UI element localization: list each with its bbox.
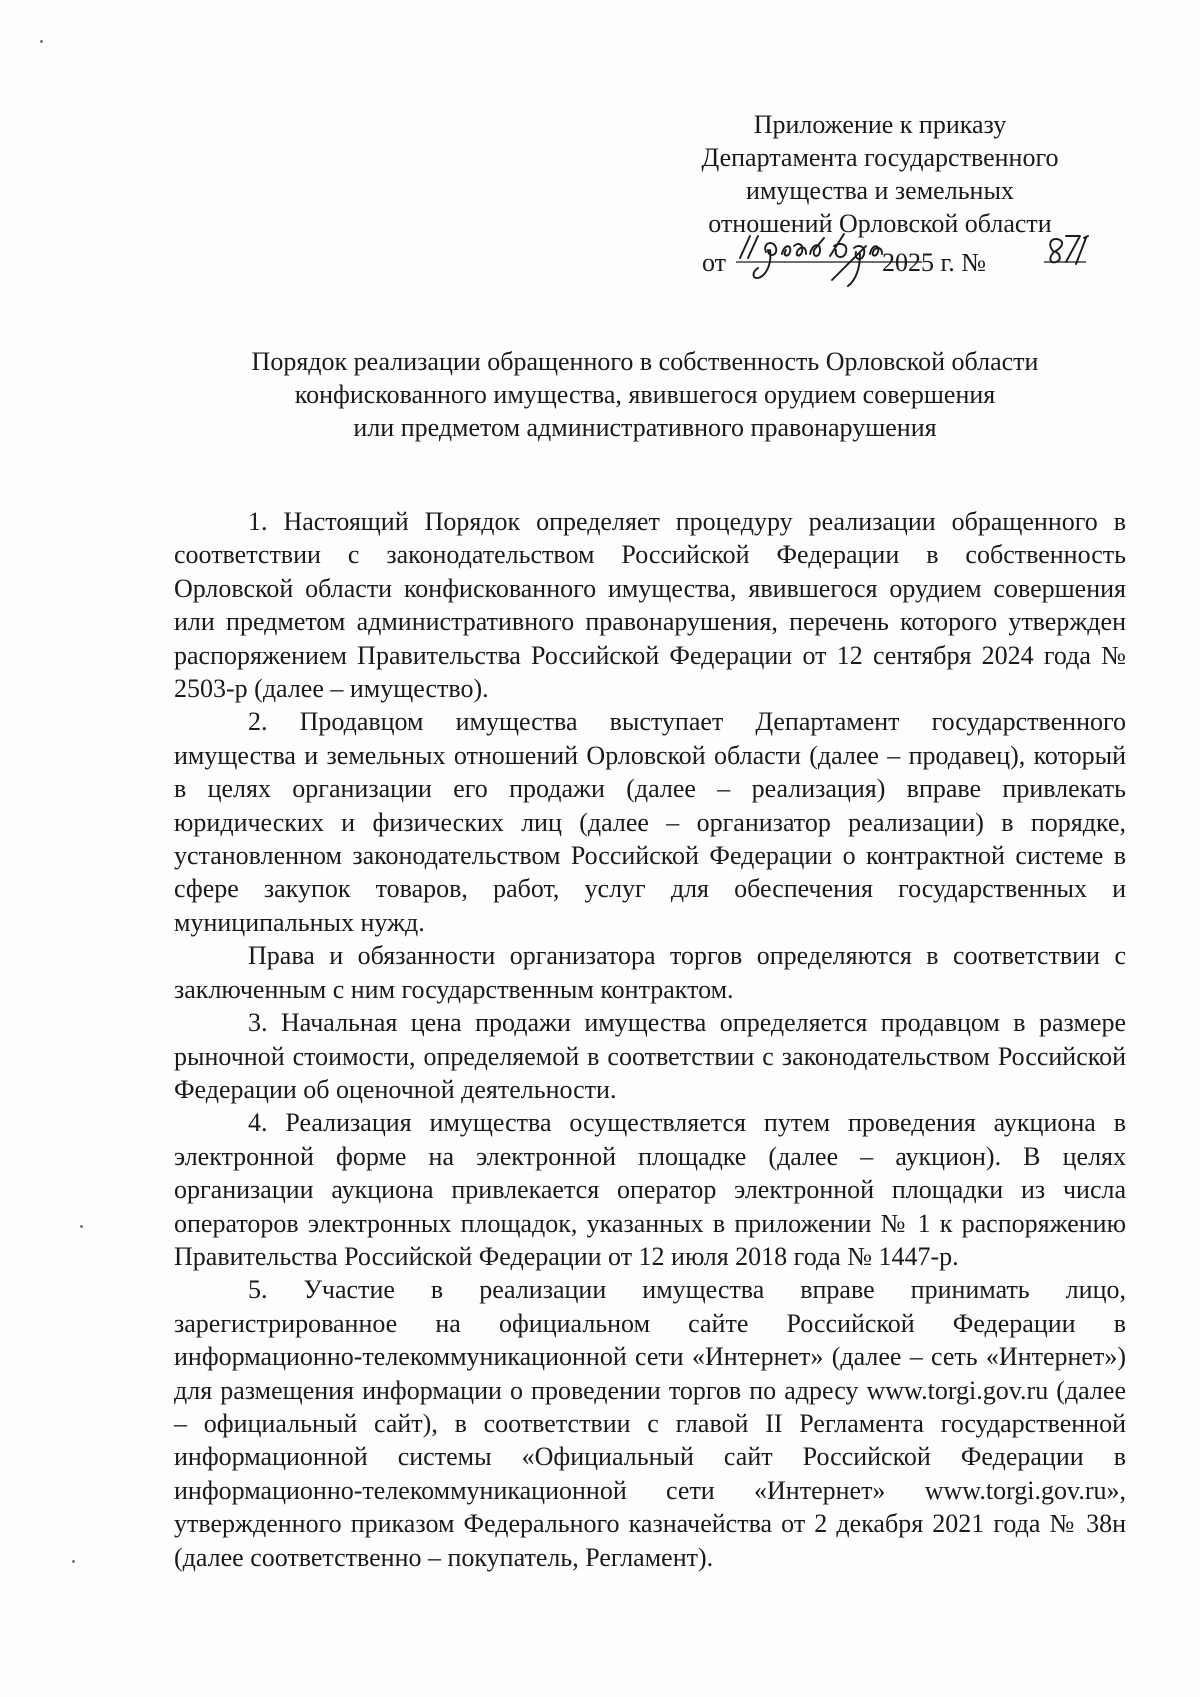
scan-speck <box>72 1560 75 1563</box>
appendix-line: имущества и земельных <box>746 176 1014 205</box>
paragraph-1: 1. Настоящий Порядок определяет процедуру реализации обращенного в соответствии с законодательством Российской Федерации в собственность Орловской области конфискованного имущества, явившегося орудием совершения или предметом административного правонарушения, перечень которого утвержден распоряжением Правительства Российской Федерации от 12 сентября 2024 года № 2503-р (далее – имущество). <box>174 507 1126 704</box>
title-line: или предметом административного правонарушения <box>353 413 937 442</box>
appendix-line: Департамента государственного <box>701 143 1059 172</box>
paragraph-2: 2. Продавцом имущества выступает Департамент государственного имущества и земельных отношений Орловской области (далее – продавец), который в целях организации его продажи (далее – реализация) вправе привлекать юридических и физических лиц (далее – организатор реализации) в порядке, установленном законодательством Российской Федерации о контрактной системе в сфере закупок товаров, работ, услуг для обеспечения государственных и муниципальных нужд. <box>174 707 1126 937</box>
paragraph-5: 5. Участие в реализации имущества вправе принимать лицо, зарегистрированное на официальном сайте Российской Федерации в информационно-телекоммуникационной сети «Интернет» (далее – сеть «Интернет») для размещения информации о проведении торгов по адресу www.torgi.gov.ru (далее – официальный сайт), в соответствии с главой II Регламента государственной информационной системы «Официальный сайт Российской Федерации в информационно-телекоммуникационной сети «Интернет» www.torgi.gov.ru», утвержденного приказом Федерального казначейства от 2 декабря 2021 года № 38н (далее соответственно – покупатель, Регламент). <box>174 1275 1126 1572</box>
appendix-header <box>660 108 1100 240</box>
title-line: Порядок реализации обращенного в собственность Орловской области <box>251 347 1039 376</box>
paragraph-2-note: Права и обязанности организатора торгов определяются в соответствии с заключенным с ним государственным контрактом. <box>174 941 1126 1004</box>
order-year-number: 2025 г. № <box>882 248 987 277</box>
scan-speck <box>80 1225 83 1228</box>
appendix-line: Приложение к приказу <box>753 110 1007 139</box>
order-date-line <box>702 246 1122 286</box>
paragraph-4: 4. Реализация имущества осуществляется путем проведения аукциона в электронной форме на электронной площадке (далее – аукцион). В целях организации аукциона привлекается оператор электронной площадки из числа операторов электронных площадок, указанных в приложении № 1 к распоряжению Правительства Российской Федерации от 12 июля 2018 года № 1447-р. <box>174 1108 1126 1271</box>
document-title <box>150 345 1140 444</box>
appendix-line: отношений Орловской области <box>708 209 1052 238</box>
scan-speck <box>40 40 43 43</box>
paragraph-3: 3. Начальная цена продажи имущества определяется продавцом в размере рыночной стоимости, определяемой в соответствии с законодательством Российской Федерации об оценочной деятельности. <box>174 1008 1126 1104</box>
title-line: конфискованного имущества, явившегося орудием совершения <box>294 380 996 409</box>
document-body <box>174 505 1126 1574</box>
order-prefix: от <box>702 248 727 277</box>
